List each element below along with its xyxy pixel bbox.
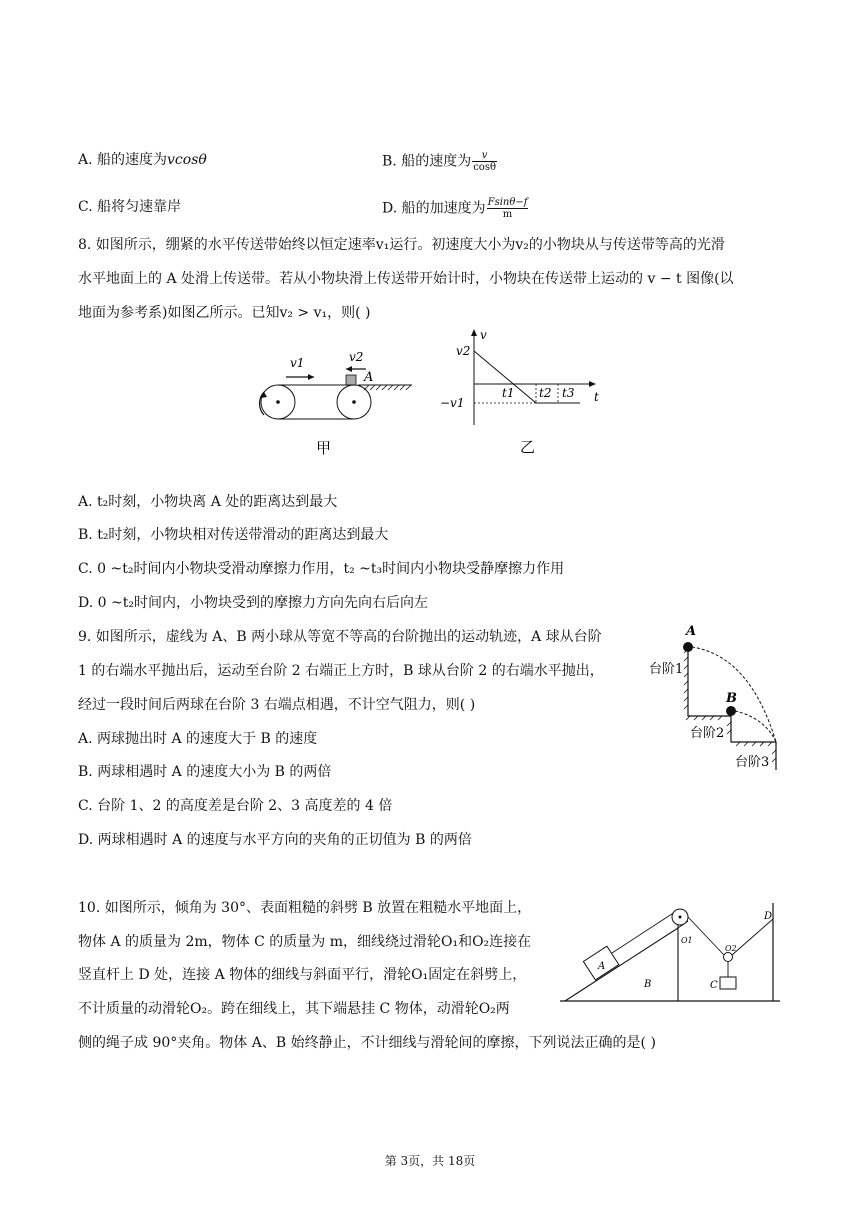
q7-option-b-text: B. 船的速度为	[382, 153, 472, 170]
q8-option-c: C. 0 ~t₂时间内小物块受滑动摩擦力作用，t₂ ~t₃时间内小物块受静摩擦力作用	[78, 561, 565, 577]
q9-option-c: C. 台阶 1、2 的高度差是台阶 2、3 高度差的 4 倍	[78, 798, 393, 814]
page-footer: 第 3页，共 18页	[384, 1154, 476, 1168]
q8-fig-neg-v1-tick: −v1	[440, 396, 465, 410]
q7-option-d-text: D. 船的加速度为	[382, 200, 486, 217]
q10-stem-line-1: 10. 如图所示，倾角为 30°、表面粗糙的斜劈 B 放置在粗糙水平地面上，	[78, 900, 532, 916]
q10-fig-b-label: B	[644, 979, 652, 990]
q9-option-a: A. 两球抛出时 A 的速度大于 B 的速度	[78, 731, 318, 747]
q8-fig-v2-label: v2	[349, 350, 364, 364]
q8-fig-block	[346, 375, 356, 385]
q9-stem-line-1: 9. 如图所示，虚线为 A、B 两小球从等宽不等高的台阶抛出的运动轨迹，A 球从台阶	[78, 629, 602, 645]
q8-fig-caption-jia: 甲	[316, 439, 332, 457]
q10-stem-line-3: 竖直杆上 D 处，连接 A 物体的细线与斜面平行，滑轮O₁固定在斜劈上，	[78, 967, 527, 983]
q8-fig-t3-tick: t3	[562, 386, 575, 400]
q10-stem-line-5: 侧的绳子成 90°夹角。物体 A、B 始终静止，不计细线与滑轮间的摩擦，下列说法正确的是( )	[78, 1035, 656, 1051]
q10-fig-o1-label: O1	[681, 936, 693, 945]
q7-option-a	[78, 150, 207, 170]
q10-fig-d-label: D	[764, 911, 773, 922]
q9-fig-ball-a	[683, 642, 693, 652]
q10-fig-a-label: A	[598, 961, 606, 972]
q8-fig-caption-yi: 乙	[520, 438, 536, 456]
q8-fig-v-axis-label: v	[480, 328, 487, 342]
q9-figure-steps	[640, 620, 785, 775]
q8-figure-conveyor	[252, 345, 412, 460]
q9-option-b: B. 两球相遇时 A 的速度大小为 B 的两倍	[78, 764, 332, 780]
q8-stem-line-2: 水平地面上的 A 处滑上传送带。若从小物块滑上传送带开始计时，小物块在传送带上运动的 v − t 图像(以	[78, 271, 734, 287]
q10-stem-line-4: 不计质量的动滑轮O₂。跨在细线上，其下端悬挂 C 物体，动滑轮O₂两	[78, 1001, 510, 1017]
q10-fig-o2-label: O2	[725, 944, 737, 953]
q8-fig-a-label: A	[364, 370, 374, 385]
q8-figure-vt-graph	[440, 325, 615, 460]
q7-option-d	[382, 197, 528, 220]
q7-option-d-fraction: $\frac{Fsin\theta-f}{m}$	[487, 197, 528, 220]
q8-stem-line-1: 8. 如图所示，绷紧的水平传送带始终以恒定速率v₁运行。初速度大小为v₂的小物块从与传送带等高的光滑	[78, 237, 725, 253]
q7-option-b-fraction: $\frac{v}{\cos\theta}$	[473, 150, 496, 173]
q8-fig-t1-tick: t1	[502, 386, 515, 400]
q9-stem-line-3: 经过一段时间后两球在台阶 3 右端点相遇，不计空气阻力，则( )	[78, 697, 476, 713]
q8-fig-t-axis-label: t	[594, 390, 599, 404]
q9-fig-step2-label: 台阶2	[690, 726, 725, 741]
q8-stem-line-3: 地面为参考系)如图乙所示。已知v₂ > v₁，则( )	[78, 305, 371, 321]
q8-option-b: B. t₂时刻，小物块相对传送带滑动的距离达到最大	[78, 527, 389, 543]
q10-fig-c-label: C	[710, 980, 718, 991]
q8-fig-v2-tick: v2	[456, 344, 471, 358]
q8-fig-t2-tick: t2	[539, 386, 552, 400]
q9-fig-a-label: A	[686, 624, 697, 639]
q7-option-b	[382, 150, 497, 173]
q8-option-a: A. t₂时刻，小物块离 A 处的距离达到最大	[78, 494, 338, 510]
q9-option-d: D. 两球相遇时 A 的速度与水平方向的夹角的正切值为 B 的两倍	[78, 832, 472, 848]
q10-stem-line-2: 物体 A 的质量为 2m，物体 C 的质量为 m，细线绕过滑轮O₁和O₂连接在	[78, 934, 532, 950]
q7-option-a-math: vcosθ	[167, 152, 207, 168]
q9-stem-line-2: 1 的右端水平抛出后，运动至台阶 2 右端正上方时，B 球从台阶 2 的右端水平抛出，	[78, 663, 604, 679]
q8-option-d: D. 0 ~t₂时间内，小物块受到的摩擦力方向先向右后向左	[78, 595, 428, 611]
q9-fig-ball-b	[726, 706, 736, 716]
q10-figure-incline	[560, 895, 782, 1010]
q7-option-a-text: A. 船的速度为	[78, 152, 168, 168]
q8-fig-v1-label: v1	[290, 356, 305, 370]
q9-fig-step3-label: 台阶3	[735, 755, 770, 770]
q9-fig-step1-label: 台阶1	[649, 662, 684, 677]
q7-option-c: C. 船将匀速靠岸	[78, 199, 182, 215]
q9-fig-b-label: B	[726, 691, 737, 706]
